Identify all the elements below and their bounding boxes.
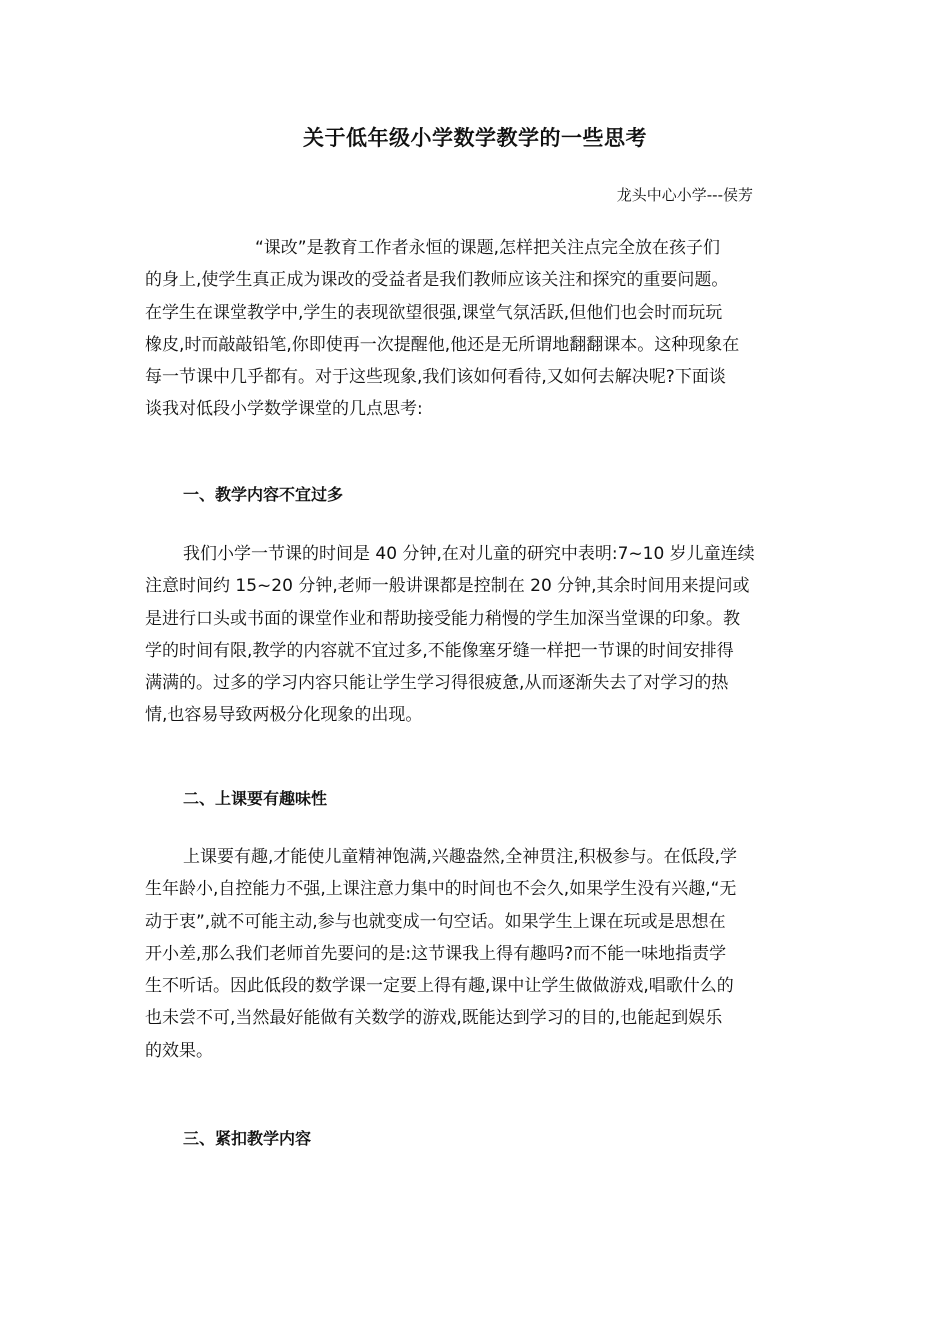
paragraph-line: 谈我对低段小学数学课堂的几点思考:: [145, 399, 423, 420]
section-1-paragraph: [145, 538, 810, 732]
paragraph-line: 橡皮,时而敲敲铅笔,你即使再一次提醒他,他还是无所谓地翻翻课本。这种现象在: [145, 334, 740, 355]
paragraph-line: 生不听话。因此低段的数学课一定要上得有趣,课中让学生做做游戏,唱歌什么的: [145, 976, 734, 997]
paragraph-line: 学的时间有限,教学的内容就不宜过多,不能像塞牙缝一样把一节课的时间安排得: [145, 640, 734, 661]
paragraph-line: 开小差,那么我们老师首先要问的是:这节课我上得有趣吗?而不能一味地指责学: [145, 943, 727, 964]
section-heading-1: 一、教学内容不宜过多: [183, 485, 344, 504]
paragraph-line: 上课要有趣,才能使儿童精神饱满,兴趣盎然,全神贯注,积极参与。在低段,学: [183, 847, 738, 867]
paragraph-line: 满满的。过多的学习内容只能让学生学习得很疲惫,从而逐渐失去了对学习的热: [145, 673, 729, 694]
section-2-paragraph: [145, 841, 810, 1067]
author-byline: 龙头中心小学---侯芳: [616, 186, 753, 204]
paragraph-line: 也未尝不可,当然最好能做有关数学的游戏,既能达到学习的目的,也能起到娱乐: [145, 1008, 723, 1029]
paragraph-line: 每一节课中几乎都有。对于这些现象,我们该如何看待,又如何去解决呢?下面谈: [145, 367, 726, 388]
document-title: 关于低年级小学数学教学的一些思考: [303, 126, 647, 150]
paragraph-line: 我们小学一节课的时间是 40 分钟,在对儿童的研究中表明:7~10 岁儿童连续: [183, 544, 755, 564]
paragraph-line: 的效果。: [145, 1040, 213, 1061]
section-heading-3: 三、紧扣教学内容: [183, 1129, 312, 1148]
paragraph-line: 是进行口头或书面的课堂作业和帮助接受能力稍慢的学生加深当堂课的印象。教: [145, 608, 740, 629]
section-heading-2: 二、上课要有趣味性: [183, 789, 328, 808]
paragraph-line: 情,也容易导致两极分化现象的出现。: [145, 705, 423, 726]
paragraph-line: 生年龄小,自控能力不强,上课注意力集中的时间也不会久,如果学生没有兴趣,“无: [145, 879, 737, 900]
paragraph-line: 动于衷”,就不可能主动,参与也就变成一句空话。如果学生上课在玩或是思想在: [145, 911, 726, 932]
paragraph-line: “课改”是教育工作者永恒的课题,怎样把关注点完全放在孩子们: [255, 238, 721, 258]
paragraph-line: 在学生在课堂教学中,学生的表现欲望很强,课堂气氛活跃,但他们也会时而玩玩: [145, 302, 723, 323]
intro-paragraph: [145, 232, 810, 426]
paragraph-line: 的身上,使学生真正成为课改的受益者是我们教师应该关注和探究的重要问题。: [145, 270, 729, 291]
paragraph-line: 注意时间约 15~20 分钟,老师一般讲课都是控制在 20 分钟,其余时间用来提问或: [145, 576, 750, 597]
